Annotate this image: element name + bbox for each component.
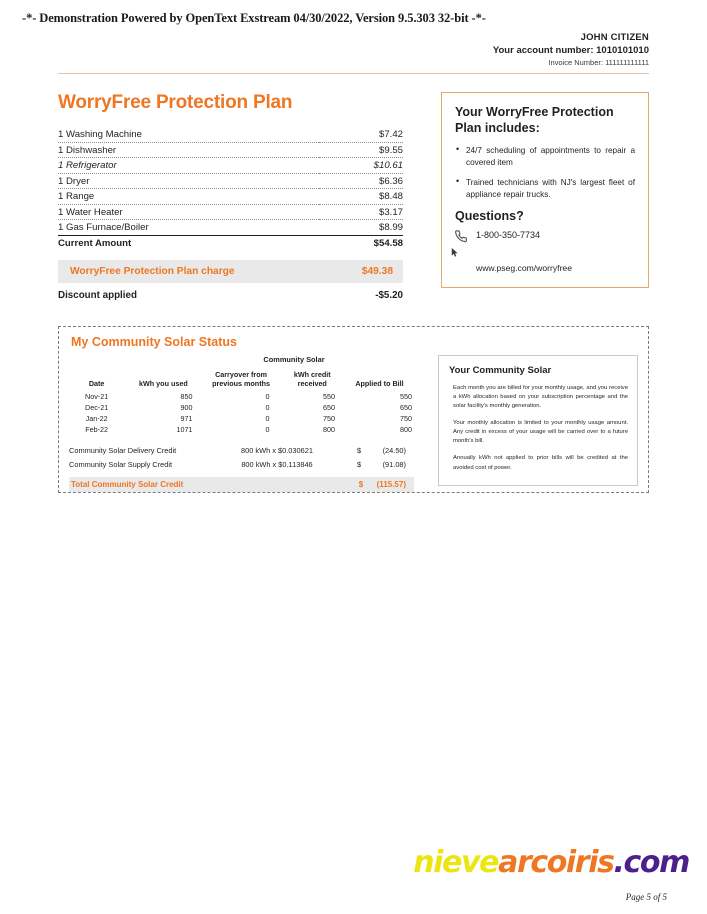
table-row bbox=[69, 391, 414, 402]
list-item: • 24/7 scheduling of appointments to repair a covered item bbox=[455, 145, 635, 169]
solar-total-value: (115.57) bbox=[376, 479, 406, 489]
cell-carryover: 0 bbox=[265, 402, 270, 412]
header-divider bbox=[58, 73, 649, 74]
table-row bbox=[69, 458, 414, 472]
list-item: • Trained technicians with NJ's largest fleet of appliance repair trucks. bbox=[455, 177, 635, 201]
cell-carryover: 0 bbox=[265, 413, 270, 423]
solar-total-currency: $ bbox=[358, 479, 364, 489]
solar-panel-paragraph: Annually kWh not applied to prior bills will be credited at the avoided cost of power. bbox=[453, 455, 628, 471]
phone-contact-row bbox=[455, 230, 635, 256]
worryfree-plan-section bbox=[58, 92, 403, 301]
table-row bbox=[58, 173, 403, 189]
appliance-amount: $10.61 bbox=[319, 158, 403, 174]
cell-used: 971 bbox=[180, 413, 193, 423]
table-row bbox=[69, 413, 414, 424]
column-header-carryover: Carryover from previous months bbox=[212, 369, 270, 388]
info-box-bullet-list bbox=[455, 145, 635, 201]
column-header-kwh-credit: kWh credit received bbox=[293, 369, 331, 388]
appliance-label: 1 Refrigerator bbox=[58, 158, 319, 174]
cell-used: 850 bbox=[180, 391, 193, 401]
table-row bbox=[69, 444, 414, 458]
community-solar-table bbox=[69, 370, 414, 435]
credit-label: Community Solar Supply Credit bbox=[69, 460, 173, 470]
site-watermark bbox=[0, 845, 707, 880]
info-box-heading: Your WorryFree Protection Plan includes: bbox=[455, 105, 614, 136]
appliance-label: 1 Range bbox=[58, 189, 319, 205]
appliance-amount: $9.55 bbox=[319, 142, 403, 158]
invoice-number: Invoice Number: 111111111111 bbox=[548, 57, 649, 67]
solar-group-header: Community Solar bbox=[263, 354, 325, 364]
solar-panel-paragraph: Each month you are billed for your monthly usage, and you receive a kWh allocation based on your subscription percentage and the solar facility's monthly generation. bbox=[453, 384, 628, 409]
discount-label: Discount applied bbox=[58, 289, 137, 301]
table-row bbox=[58, 142, 403, 158]
discount-row bbox=[58, 290, 403, 301]
watermark-part-arcoiris: arcoiris bbox=[498, 845, 614, 880]
cell-applied: 800 bbox=[400, 424, 412, 434]
worryfree-info-box-wrapper bbox=[441, 92, 649, 288]
discount-value: -$5.20 bbox=[375, 289, 403, 301]
account-number: Your account number: 1010101010 bbox=[492, 44, 649, 56]
appliance-label: 1 Water Heater bbox=[58, 204, 319, 220]
cell-carryover: 0 bbox=[265, 391, 270, 401]
solar-panel-paragraph: Your monthly allocation is limited to your monthly usage amount. Any credit in excess of your usage will be carried over to a future month's bill. bbox=[453, 420, 628, 445]
credit-label: Community Solar Delivery Credit bbox=[69, 446, 177, 456]
current-amount-value: $54.58 bbox=[319, 235, 403, 251]
credit-currency: $ bbox=[356, 460, 362, 470]
worryfree-info-box bbox=[441, 92, 649, 288]
website-url: www.pseg.com/worryfree bbox=[476, 262, 572, 273]
appliance-amount: $8.99 bbox=[319, 220, 403, 236]
community-solar-box bbox=[58, 326, 649, 493]
table-row bbox=[58, 158, 403, 174]
cell-applied: 650 bbox=[400, 402, 412, 412]
appliance-label: 1 Washing Machine bbox=[58, 127, 319, 142]
appliance-label: 1 Dryer bbox=[58, 173, 319, 189]
table-row bbox=[58, 220, 403, 236]
cell-date: Jan-22 bbox=[85, 413, 108, 423]
cell-used: 1071 bbox=[176, 424, 193, 434]
cell-credit: 650 bbox=[322, 402, 335, 412]
watermark-part-nieve: nieve bbox=[413, 845, 499, 880]
table-row bbox=[58, 127, 403, 142]
questions-heading: Questions? bbox=[455, 208, 524, 223]
customer-name: JOHN CITIZEN bbox=[580, 32, 649, 43]
appliance-amount: $6.36 bbox=[319, 173, 403, 189]
solar-total-band bbox=[69, 477, 414, 492]
current-amount-label: Current Amount bbox=[58, 235, 319, 251]
community-solar-title: My Community Solar Status bbox=[71, 334, 237, 349]
cell-date: Nov-21 bbox=[85, 391, 109, 401]
column-header-kwh-used: kWh you used bbox=[139, 378, 188, 388]
column-header-date: Date bbox=[88, 378, 105, 388]
credit-calc: 800 kWh x $0.030621 bbox=[241, 446, 313, 456]
plan-charge-band bbox=[58, 260, 403, 283]
watermark-part-com: .com bbox=[613, 845, 689, 880]
phone-number: 1-800-350-7734 bbox=[476, 229, 541, 240]
appliance-label: 1 Dishwasher bbox=[58, 142, 319, 158]
page-title: WorryFree Protection Plan bbox=[58, 92, 293, 114]
credit-currency: $ bbox=[356, 446, 362, 456]
credit-calc: 800 kWh x $0.113846 bbox=[241, 460, 313, 470]
page-number: Page 5 of 5 bbox=[625, 892, 667, 902]
plan-charge-value: $49.38 bbox=[361, 265, 393, 277]
account-header bbox=[0, 32, 707, 67]
cell-date: Feb-22 bbox=[85, 424, 108, 434]
credit-value: (24.50) bbox=[382, 446, 406, 456]
column-header-applied: Applied to Bill bbox=[355, 378, 404, 388]
appliance-amount: $3.17 bbox=[319, 204, 403, 220]
appliance-table bbox=[58, 127, 403, 251]
table-row bbox=[58, 189, 403, 205]
solar-panel-heading: Your Community Solar bbox=[449, 364, 552, 376]
cell-applied: 550 bbox=[400, 391, 412, 401]
credit-value: (91.08) bbox=[382, 460, 406, 470]
community-solar-table-area bbox=[59, 355, 414, 492]
cell-used: 900 bbox=[180, 402, 193, 412]
appliance-amount: $8.48 bbox=[319, 189, 403, 205]
appliance-label: 1 Gas Furnace/Boiler bbox=[58, 220, 319, 236]
solar-credit-table bbox=[69, 444, 414, 472]
cell-date: Dec-21 bbox=[85, 402, 109, 412]
cell-carryover: 0 bbox=[265, 424, 270, 434]
table-row bbox=[69, 402, 414, 413]
current-amount-row bbox=[58, 235, 403, 251]
solar-total-label: Total Community Solar Credit bbox=[71, 479, 184, 489]
table-row bbox=[69, 424, 414, 435]
table-row bbox=[58, 204, 403, 220]
plan-charge-label: WorryFree Protection Plan charge bbox=[70, 265, 235, 277]
demo-banner: -*- Demonstration Powered by OpenText Exstream 04/30/2022, Version 9.5.303 32-bit -*- bbox=[22, 11, 486, 25]
main-content bbox=[0, 92, 707, 301]
cell-applied: 750 bbox=[400, 413, 412, 423]
table-header-row bbox=[69, 370, 414, 391]
phone-handset-icon bbox=[455, 230, 469, 256]
cell-credit: 550 bbox=[322, 391, 335, 401]
cell-credit: 800 bbox=[322, 424, 335, 434]
cell-credit: 750 bbox=[322, 413, 335, 423]
your-community-solar-panel bbox=[438, 355, 638, 486]
appliance-amount: $7.42 bbox=[319, 127, 403, 142]
